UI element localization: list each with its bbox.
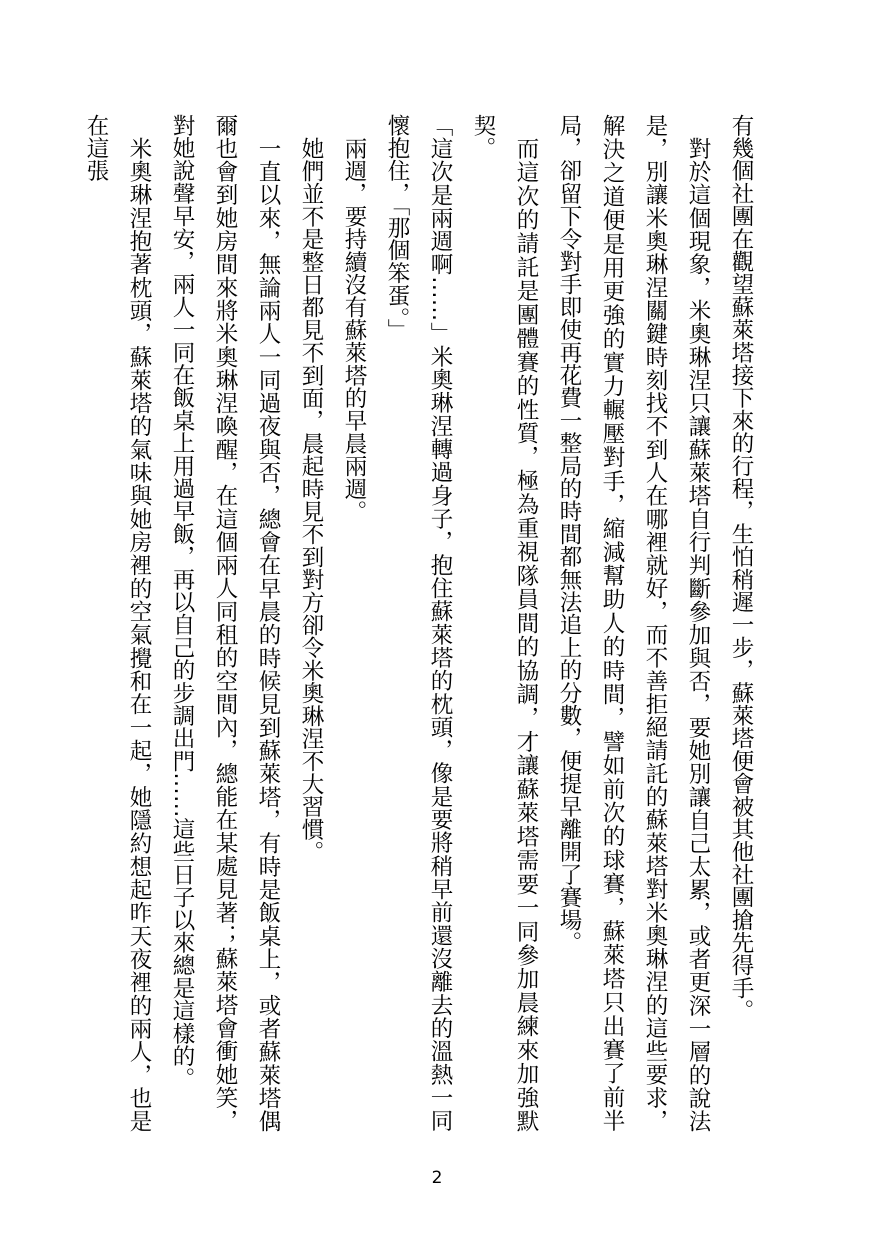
paragraph-4: 「這次是兩週啊……」米奧琳涅轉過身子，抱住蘇萊塔的枕頭，像是要將稍早前還沒離去的溫熱一同懷抱住，「那個笨蛋。」 bbox=[384, 114, 453, 1132]
paragraph-8: 米奧琳涅抱著枕頭，蘇萊塔的氣味與她房裡的空氣攪和在一起，她隱約想起昨天夜裡的兩人，也是在這張 bbox=[83, 114, 152, 1132]
paragraph-2: 對於這個現象，米奧琳涅只讓蘇萊塔自行判斷參加與否，要她別讓自己太累，或者更深一層的說法是，別讓米奧琳涅關鍵時刻找不到人在哪裡就好，而不善拒絕請託的蘇萊塔對米奧琳涅的這些要求，解決之道便是用更強的實力輾壓對手，縮減幫助人的時間，譬如前次的球賽，蘇萊塔只出賽了前半局，卻留下令對手即使再花費一整局的時間都無法追上的分數，便提早離開了賽場。 bbox=[556, 114, 711, 1132]
paragraph-3: 而這次的請託是團體賽的性質，極為重視隊員間的協調，才讓蘇萊塔需要一同參加晨練來加強默契。 bbox=[470, 114, 539, 1132]
paragraph-5: 兩週，要持續沒有蘇萊塔的早晨兩週。 bbox=[341, 136, 367, 523]
paragraph-7: 一直以來，無論兩人一同過夜與否，總會在早晨的時候見到蘇萊塔，有時是飯桌上，或者蘇萊塔偶爾也會到她房間來將米奧琳涅喚醒，在這個兩人同租的空間內，總能在某處見著；蘇萊塔會衝她笑，對她說聲早安，兩人一同在飯桌上用過早飯，再以自己的步調出門……這些日子以來總是這樣的。 bbox=[169, 114, 281, 1132]
paragraph-6: 她們並不是整日都見不到面，晨起時見不到對方卻令米奧琳涅不大習慣。 bbox=[298, 136, 324, 863]
page-number: 2 bbox=[431, 1168, 443, 1188]
paragraph-1: 有幾個社團在觀望蘇萊塔接下來的行程，生怕稍遲一步，蘇萊塔便會被其他社團搶先得手。 bbox=[728, 114, 754, 1022]
vertical-body-text bbox=[83, 114, 762, 1132]
